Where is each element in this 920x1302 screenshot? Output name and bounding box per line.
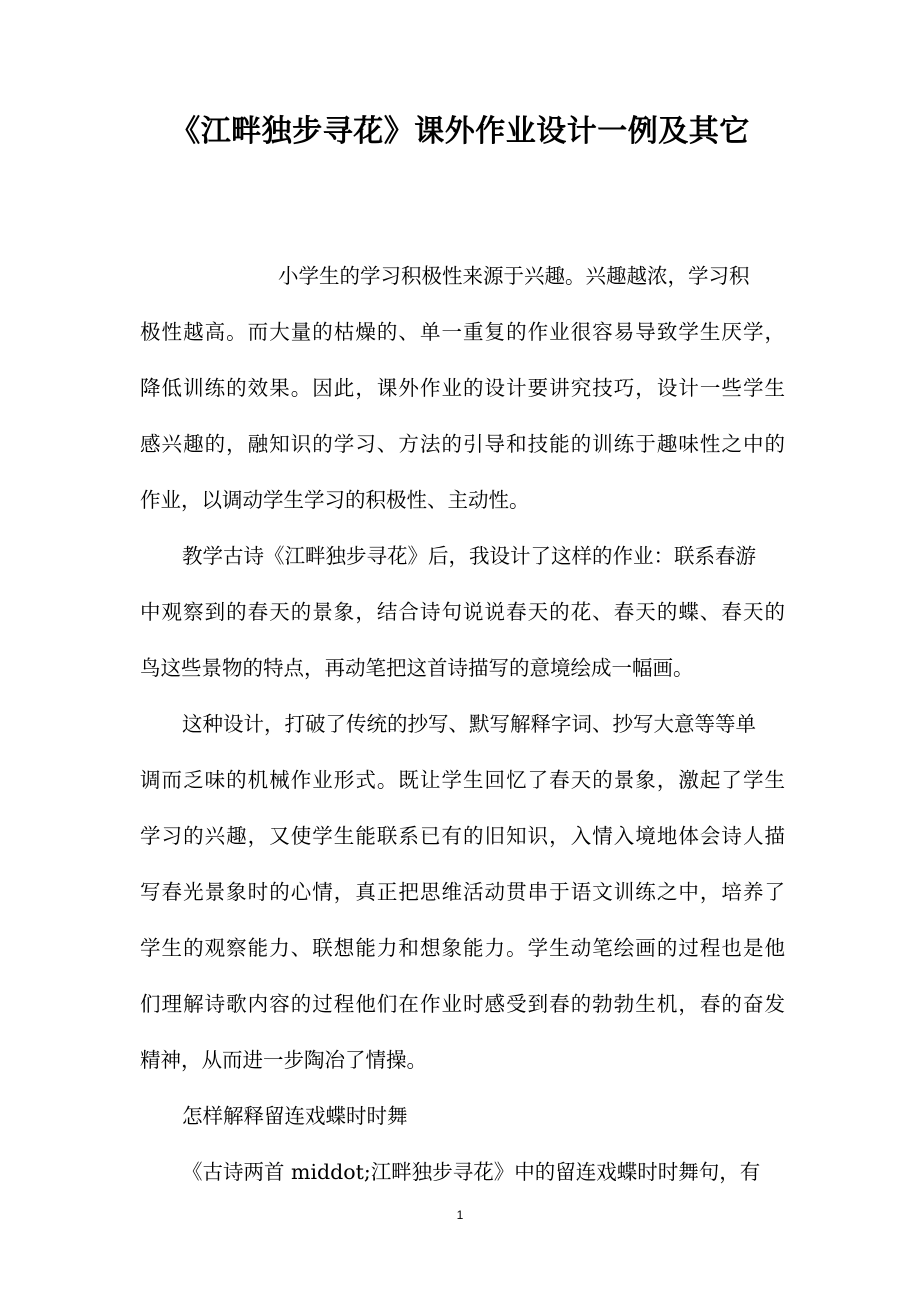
paragraph-line: 写春光景象时的心情，真正把思维活动贯串于语文训练之中，培养了	[140, 880, 785, 904]
paragraph-line: 学生的观察能力、联想能力和想象能力。学生动笔绘画的过程也是他	[140, 936, 785, 960]
paragraph-line: 降低训练的效果。因此，课外作业的设计要讲究技巧，设计一些学生	[140, 376, 785, 400]
paragraph-line: 学习的兴趣，又使学生能联系已有的旧知识，入情入境地体会诗人描	[140, 824, 785, 848]
paragraph-line: 《古诗两首 middot;江畔独步寻花》中的留连戏蝶时时舞句，有	[182, 1160, 761, 1184]
paragraph-line: 们理解诗歌内容的过程他们在作业时感受到春的勃勃生机，春的奋发	[140, 992, 785, 1016]
paragraph-line: 极性越高。而大量的枯燥的、单一重复的作业很容易导致学生厌学，	[140, 320, 785, 344]
page-number: 1	[456, 1208, 464, 1222]
paragraph-line: 小学生的学习积极性来源于兴趣。兴趣越浓，学习积	[278, 264, 750, 288]
paragraph-line: 作业，以调动学生学习的积极性、主动性。	[140, 488, 530, 512]
paragraph-line: 教学古诗《江畔独步寻花》后，我设计了这样的作业：联系春游	[182, 544, 756, 568]
paragraph-line: 感兴趣的，融知识的学习、方法的引导和技能的训练于趣味性之中的	[140, 432, 785, 456]
document-body	[140, 248, 785, 1200]
document-title: 《江畔独步寻花》课外作业设计一例及其它	[170, 114, 750, 149]
paragraph-line: 中观察到的春天的景象，结合诗句说说春天的花、春天的蝶、春天的	[140, 600, 785, 624]
paragraph-line: 鸟这些景物的特点，再动笔把这首诗描写的意境绘成一幅画。	[140, 656, 694, 680]
paragraph-line: 精神，从而进一步陶冶了情操。	[140, 1048, 427, 1072]
paragraph-line: 这种设计，打破了传统的抄写、默写解释字词、抄写大意等等单	[182, 712, 756, 736]
paragraph-line: 调而乏味的机械作业形式。既让学生回忆了春天的景象，激起了学生	[140, 768, 785, 792]
section-heading: 怎样解释留连戏蝶时时舞	[182, 1104, 408, 1128]
